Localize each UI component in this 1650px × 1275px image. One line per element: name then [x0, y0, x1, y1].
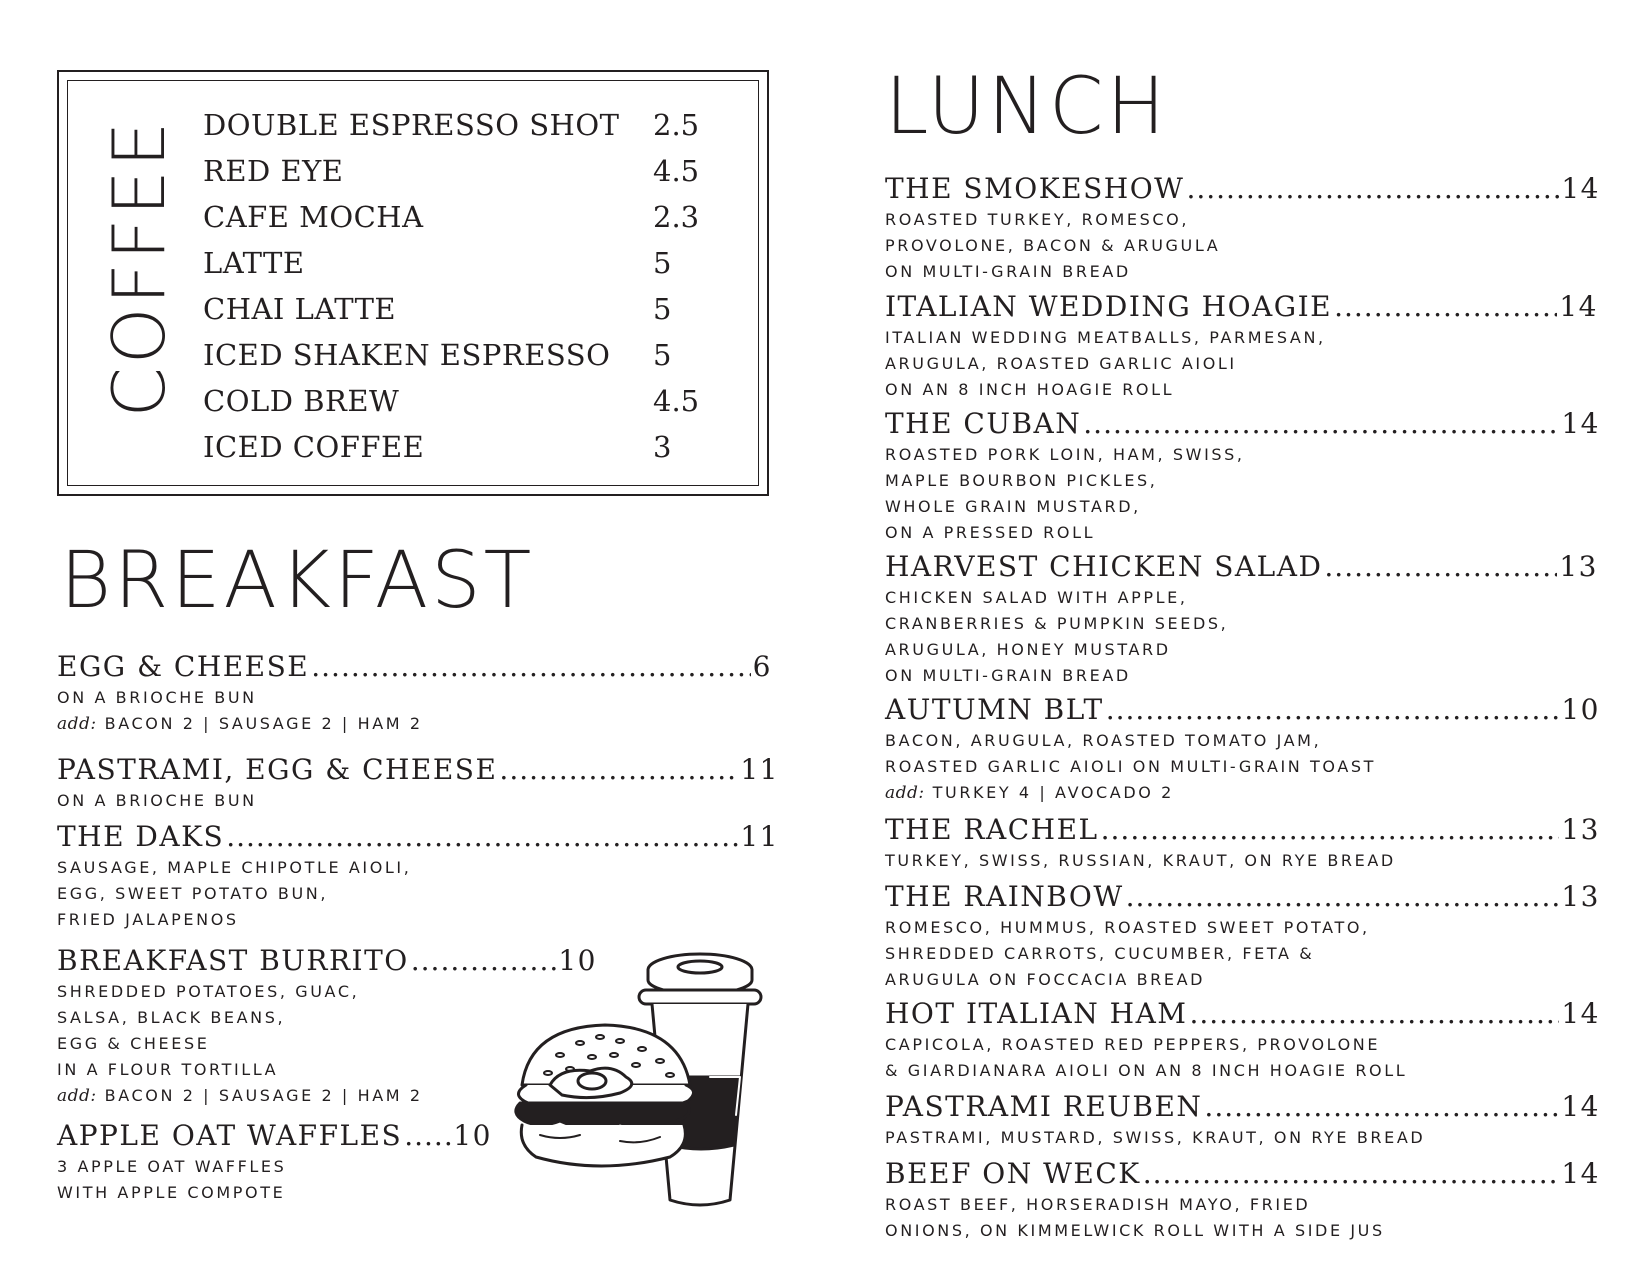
- item-heading: [885, 550, 1598, 584]
- coffee-item-name: CHAI LATTE: [203, 292, 397, 326]
- leader-dots: [1101, 813, 1560, 847]
- item-heading: [885, 880, 1600, 914]
- item-description: TURKEY, SWISS, RUSSIAN, KRAUT, ON RYE BREAD: [885, 851, 1396, 870]
- item-heading: [885, 997, 1600, 1031]
- item-heading: [885, 1090, 1600, 1124]
- item-heading: [885, 290, 1598, 324]
- item-description: CAPICOLA, ROASTED RED PEPPERS, PROVOLONE: [885, 1035, 1381, 1054]
- leader-dots: [1126, 880, 1560, 914]
- leader-dots: [1204, 1090, 1559, 1124]
- coffee-item: [203, 378, 723, 424]
- leader-dots: [1334, 290, 1557, 324]
- item-price: 13: [1561, 813, 1600, 846]
- leader-dots: [499, 753, 738, 787]
- item-description: BACON, ARUGULA, ROASTED TOMATO JAM,: [885, 731, 1322, 750]
- breakfast-item: [57, 650, 772, 738]
- leader-dots: [1189, 997, 1559, 1031]
- item-price: 10: [1561, 693, 1600, 726]
- item-addons: [57, 710, 772, 738]
- item-description: ON A BRIOCHE BUN: [57, 688, 257, 707]
- item-description: SAUSAGE, MAPLE CHIPOTLE AIOLI,: [57, 858, 412, 877]
- item-heading: [885, 693, 1600, 727]
- coffee-item: [203, 194, 723, 240]
- item-heading: [57, 1119, 492, 1153]
- item-name: THE RAINBOW: [885, 880, 1124, 913]
- item-description: PASTRAMI, MUSTARD, SWISS, KRAUT, ON RYE BREAD: [885, 1128, 1426, 1147]
- item-name: PASTRAMI REUBEN: [885, 1090, 1203, 1123]
- item-heading: [57, 820, 779, 854]
- coffee-item-name: DOUBLE ESPRESSO SHOT: [203, 108, 620, 142]
- item-name: THE DAKS: [57, 820, 225, 853]
- item-name: AUTUMN BLT: [885, 693, 1104, 726]
- item-heading: [885, 813, 1600, 847]
- leader-dots: [311, 650, 750, 684]
- coffee-list: [203, 102, 723, 470]
- item-name: EGG & CHEESE: [57, 650, 310, 683]
- coffee-item-price: 4.5: [653, 154, 700, 188]
- coffee-item: [203, 424, 723, 470]
- item-price: 14: [1561, 172, 1600, 205]
- item-heading: [885, 407, 1600, 441]
- coffee-item-price: 5: [653, 246, 672, 280]
- item-price: 14: [1561, 407, 1600, 440]
- item-description: ON A PRESSED ROLL: [885, 523, 1096, 542]
- item-name: BEEF ON WECK: [885, 1157, 1141, 1190]
- leader-dots: [404, 1119, 451, 1153]
- item-description: ON A BRIOCHE BUN: [57, 791, 257, 810]
- coffee-title: COFFEE: [97, 118, 181, 418]
- leader-dots: [226, 820, 738, 854]
- item-heading: [57, 753, 779, 787]
- coffee-item: [203, 286, 723, 332]
- item-description: ITALIAN WEDDING MEATBALLS, PARMESAN,: [885, 328, 1326, 347]
- coffee-item-name: ICED COFFEE: [203, 430, 425, 464]
- lunch-title: LUNCH: [885, 62, 1169, 152]
- coffee-item-name: RED EYE: [203, 154, 344, 188]
- lunch-item: [885, 693, 1600, 807]
- item-heading: [885, 1157, 1600, 1191]
- item-description: WITH APPLE COMPOTE: [57, 1183, 286, 1202]
- item-description: ON MULTI-GRAIN BREAD: [885, 262, 1131, 281]
- coffee-item-name: CAFE MOCHA: [203, 200, 424, 234]
- coffee-item-price: 4.5: [653, 384, 700, 418]
- item-description: EGG, SWEET POTATO BUN,: [57, 884, 329, 903]
- item-price: 14: [1559, 290, 1598, 323]
- lunch-item: [885, 880, 1600, 992]
- item-description: FRIED JALAPENOS: [57, 910, 239, 929]
- coffee-cup-and-breakfast-sandwich-illustration: [500, 945, 790, 1225]
- coffee-item: [203, 240, 723, 286]
- addon-options: BACON 2 | SAUSAGE 2 | HAM 2: [104, 1086, 423, 1105]
- item-description: 3 APPLE OAT WAFFLES: [57, 1157, 287, 1176]
- item-name: BREAKFAST BURRITO: [57, 944, 409, 977]
- coffee-item-price: 2.3: [653, 200, 700, 234]
- leader-dots: [1324, 550, 1557, 584]
- item-description: EGG & CHEESE: [57, 1034, 210, 1053]
- coffee-item-name: COLD BREW: [203, 384, 400, 418]
- item-heading: [57, 650, 772, 684]
- item-name: THE SMOKESHOW: [885, 172, 1185, 205]
- coffee-item-price: 5: [653, 292, 672, 326]
- add-label: add:: [57, 1086, 97, 1106]
- lunch-item: [885, 407, 1600, 545]
- item-name: HOT ITALIAN HAM: [885, 997, 1188, 1030]
- item-description: MAPLE BOURBON PICKLES,: [885, 471, 1158, 490]
- leader-dots: [1083, 407, 1559, 441]
- item-price: 11: [740, 753, 779, 786]
- breakfast-title: BREAKFAST: [60, 536, 535, 626]
- item-price: 6: [752, 650, 772, 683]
- item-description: PROVOLONE, BACON & ARUGULA: [885, 236, 1221, 255]
- lunch-item: [885, 1090, 1600, 1150]
- item-heading: [885, 172, 1600, 206]
- item-price: 14: [1561, 1090, 1600, 1123]
- item-description: ROMESCO, HUMMUS, ROASTED SWEET POTATO,: [885, 918, 1370, 937]
- add-label: add:: [885, 783, 925, 803]
- leader-dots: [1106, 693, 1560, 727]
- item-description: ON AN 8 INCH HOAGIE ROLL: [885, 380, 1175, 399]
- item-description: ROAST BEEF, HORSERADISH MAYO, FRIED: [885, 1195, 1311, 1214]
- lunch-item: [885, 290, 1598, 402]
- item-name: THE CUBAN: [885, 407, 1082, 440]
- item-description: ROASTED GARLIC AIOLI ON MULTI-GRAIN TOAST: [885, 757, 1377, 776]
- lunch-item: [885, 813, 1600, 873]
- coffee-item-name: LATTE: [203, 246, 305, 280]
- coffee-item: [203, 102, 723, 148]
- item-description: ARUGULA, ROASTED GARLIC AIOLI: [885, 354, 1237, 373]
- item-price: 14: [1561, 1157, 1600, 1190]
- lunch-item: [885, 997, 1600, 1083]
- item-price: 14: [1561, 997, 1600, 1030]
- coffee-item-price: 2.5: [653, 108, 700, 142]
- lunch-item: [885, 1157, 1600, 1243]
- addon-options: TURKEY 4 | AVOCADO 2: [932, 783, 1174, 802]
- lunch-item: [885, 550, 1598, 688]
- item-name: HARVEST CHICKEN SALAD: [885, 550, 1323, 583]
- item-description: IN A FLOUR TORTILLA: [57, 1060, 279, 1079]
- item-price: 11: [740, 820, 779, 853]
- item-price: 10: [453, 1119, 492, 1152]
- breakfast-sandwich-icon: [516, 1025, 694, 1166]
- item-description: ARUGULA ON FOCCACIA BREAD: [885, 970, 1206, 989]
- item-price: 13: [1559, 550, 1598, 583]
- item-description: CHICKEN SALAD WITH APPLE,: [885, 588, 1188, 607]
- item-description: & GIARDIANARA AIOLI ON AN 8 INCH HOAGIE ROLL: [885, 1061, 1408, 1080]
- breakfast-item: [57, 1119, 492, 1205]
- item-description: ROASTED PORK LOIN, HAM, SWISS,: [885, 445, 1245, 464]
- leader-dots: [1143, 1157, 1560, 1191]
- item-price: 13: [1561, 880, 1600, 913]
- coffee-item: [203, 332, 723, 378]
- item-price: 10: [558, 944, 597, 977]
- item-description: ONIONS, ON KIMMELWICK ROLL WITH A SIDE JUS: [885, 1221, 1385, 1240]
- item-name: PASTRAMI, EGG & CHEESE: [57, 753, 498, 786]
- item-description: SHREDDED CARROTS, CUCUMBER, FETA &: [885, 944, 1315, 963]
- coffee-item-price: 3: [653, 430, 672, 464]
- item-addons: [885, 779, 1600, 807]
- coffee-item-name: ICED SHAKEN ESPRESSO: [203, 338, 611, 372]
- breakfast-item: [57, 753, 779, 813]
- breakfast-item: [57, 820, 779, 932]
- leader-dots: [1186, 172, 1559, 206]
- coffee-item-price: 5: [653, 338, 672, 372]
- item-description: WHOLE GRAIN MUSTARD,: [885, 497, 1141, 516]
- item-description: ON MULTI-GRAIN BREAD: [885, 666, 1131, 685]
- addon-options: BACON 2 | SAUSAGE 2 | HAM 2: [104, 714, 423, 733]
- item-description: SHREDDED POTATOES, GUAC,: [57, 982, 360, 1001]
- item-name: THE RACHEL: [885, 813, 1099, 846]
- add-label: add:: [57, 714, 97, 734]
- item-description: CRANBERRIES & PUMPKIN SEEDS,: [885, 614, 1229, 633]
- item-description: SALSA, BLACK BEANS,: [57, 1008, 286, 1027]
- item-description: ARUGULA, HONEY MUSTARD: [885, 640, 1171, 659]
- item-name: APPLE OAT WAFFLES: [57, 1119, 403, 1152]
- lunch-item: [885, 172, 1600, 284]
- coffee-item: [203, 148, 723, 194]
- item-name: ITALIAN WEDDING HOAGIE: [885, 290, 1333, 323]
- item-description: ROASTED TURKEY, ROMESCO,: [885, 210, 1190, 229]
